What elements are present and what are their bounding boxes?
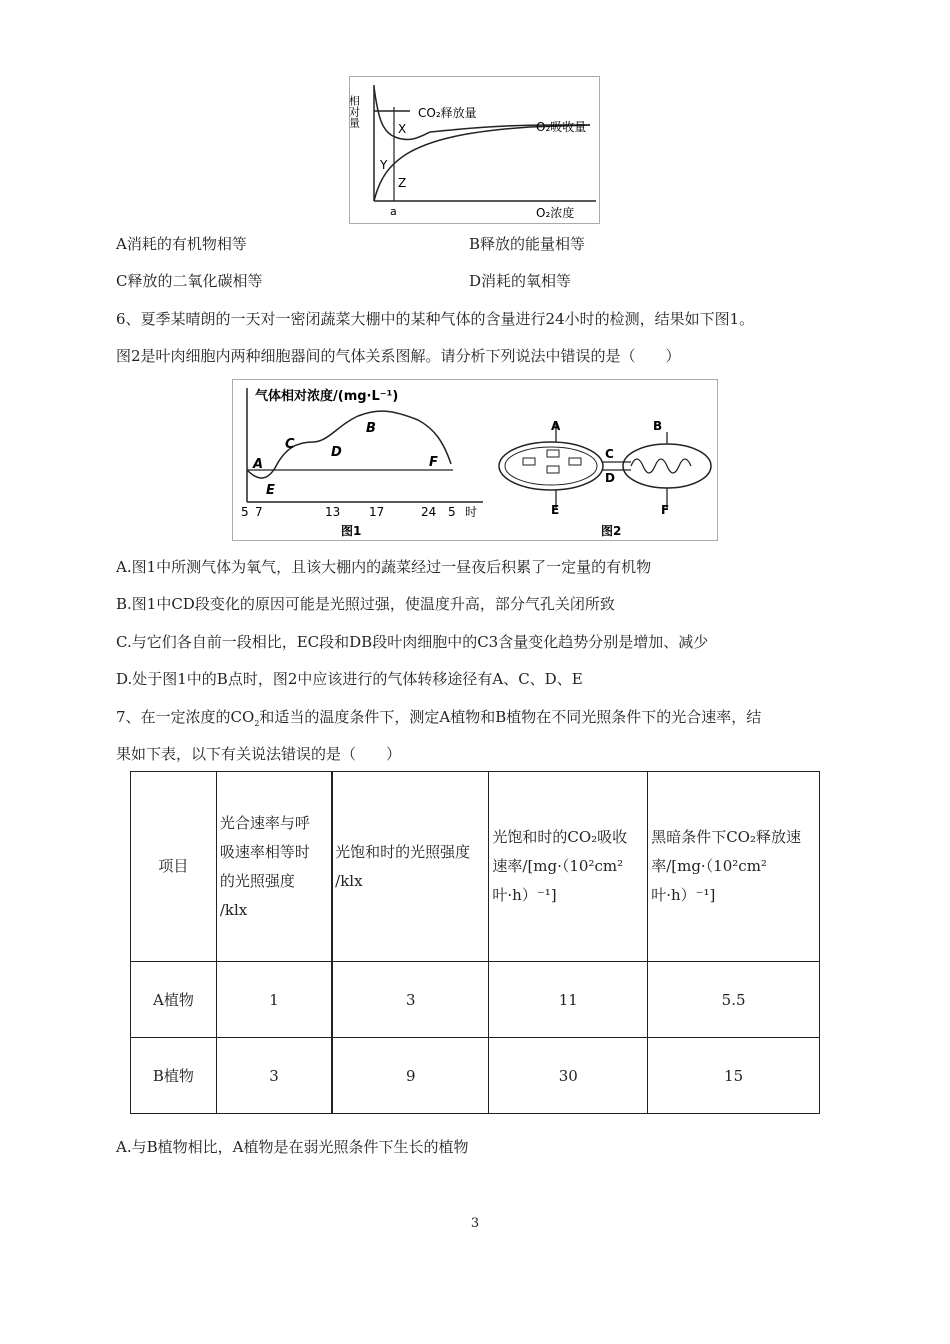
fig2-label-f: F: [661, 503, 670, 517]
header-col4: 黑暗条件下CO₂释放速 率/[mg·（10²cm² 叶·h）⁻¹]: [648, 772, 820, 962]
o2-label: O₂吸收量: [536, 120, 587, 134]
a-mark: a: [390, 205, 397, 218]
q7-stem-line1: [116, 707, 761, 734]
fig1-point-b: B: [366, 421, 376, 436]
fig1-curve: [247, 411, 451, 478]
y-mark: Y: [380, 158, 388, 172]
row-a-name: A植物: [131, 962, 217, 1038]
row-a-v2: 3: [332, 962, 489, 1038]
cristae: [631, 459, 691, 473]
row-b-name: B植物: [131, 1038, 217, 1114]
q5-option-b: B释放的能量相等: [469, 235, 586, 253]
q6-option-d: D.处于图1中的B点时，图2中应该进行的气体转移途径有A、C、D、E: [116, 670, 583, 688]
header-item: 项目: [131, 772, 217, 962]
fig1-ylabel: 气体相对浓度/(mg·L⁻¹): [255, 389, 399, 404]
respiration-chart: [347, 77, 599, 223]
fig1-point-f: F: [429, 455, 438, 470]
page-number: 3: [470, 1216, 480, 1231]
row-a-v1: 1: [216, 962, 332, 1038]
header-col3: 光饱和时的CO₂吸收 速率/[mg·（10²cm² 叶·h）⁻¹]: [489, 772, 648, 962]
fig2-label-c: C: [605, 447, 614, 461]
row-b-v2: 9: [332, 1038, 489, 1114]
q7-stem-line2: 果如下表，以下有关说法错误的是（ ）: [116, 745, 402, 763]
q7-stem-sub: 2: [254, 719, 260, 728]
fig2-label-b: B: [653, 419, 663, 433]
q6-figure: [232, 379, 718, 541]
q6-stem-line2: 图2是叶肉细胞内两种细胞器间的气体关系图解。请分析下列说法中错误的是（ ）: [116, 347, 681, 365]
fig2-label-a: A: [551, 419, 561, 433]
row-b-v3: 30: [489, 1038, 648, 1114]
fig1-tick-5b: 5: [448, 505, 456, 519]
q5-option-a: A消耗的有机物相等: [116, 235, 247, 253]
xlabel-1: O₂浓度: [536, 206, 575, 220]
z-mark: Z: [398, 176, 407, 190]
fig1-tick-24: 24: [421, 505, 437, 519]
fig2-label-d: D: [605, 471, 615, 485]
fig1-point-e: E: [266, 483, 275, 498]
table-header-row: [131, 772, 820, 962]
fig1-tick-7: 7: [255, 505, 263, 519]
x-mark: X: [398, 122, 407, 136]
q7-stem-post: 和适当的温度条件下，测定A植物和B植物在不同光照条件下的光合速率，结: [259, 708, 762, 726]
q6-option-c: C.与它们各自前一段相比，EC段和DB段叶肉细胞中的C3含量变化趋势分别是增加、减少: [116, 633, 709, 651]
fig1-point-a: A: [253, 457, 264, 472]
fig1-tick-5a: 5: [241, 505, 249, 519]
ylabel-1: 相对量: [347, 95, 361, 128]
row-b-v1: 3: [216, 1038, 332, 1114]
header-col2: 光饱和时的光照强度 /klx: [332, 772, 489, 962]
fig1-point-c: C: [285, 437, 295, 452]
table-row: [131, 962, 820, 1038]
fig1-caption: 图1: [341, 524, 362, 538]
row-b-v4: 15: [648, 1038, 820, 1114]
q5-option-d: D消耗的氧相等: [469, 272, 572, 290]
q7-table: [130, 771, 820, 1114]
o2-curve: [374, 125, 590, 201]
fig1-tick-17: 17: [369, 505, 385, 519]
fig2-label-e: E: [551, 503, 560, 517]
respiration-figure: [349, 76, 600, 224]
q6-stem-line1: 6、夏季某晴朗的一天对一密闭蔬菜大棚中的某种气体的含量进行24小时的检测，结果如下图1。: [116, 310, 755, 328]
q6-figure-svg: [233, 380, 717, 540]
q6-option-b: B.图1中CD段变化的原因可能是光照过强，使温度升高，部分气孔关闭所致: [116, 595, 615, 613]
q6-option-a: A.图1中所测气体为氧气，且该大棚内的蔬菜经过一昼夜后积累了一定量的有机物: [116, 558, 652, 576]
q7-option-a: A.与B植物相比，A植物是在弱光照条件下生长的植物: [116, 1138, 469, 1156]
q5-option-c: C释放的二氧化碳相等: [116, 272, 263, 290]
fig1-tick-13: 13: [325, 505, 341, 519]
header-col1: 光合速率与呼 吸速率相等时 的光照强度 /klx: [216, 772, 332, 962]
row-a-v3: 11: [489, 962, 648, 1038]
fig1-tick-unit: 时: [465, 505, 478, 519]
co2-label: CO₂释放量: [418, 106, 477, 120]
table-row: [131, 1038, 820, 1114]
fig2-caption: 图2: [601, 524, 622, 538]
fig1-point-d: D: [331, 445, 342, 460]
row-a-v4: 5.5: [648, 962, 820, 1038]
q7-stem-pre: 7、在一定浓度的CO: [116, 708, 255, 726]
